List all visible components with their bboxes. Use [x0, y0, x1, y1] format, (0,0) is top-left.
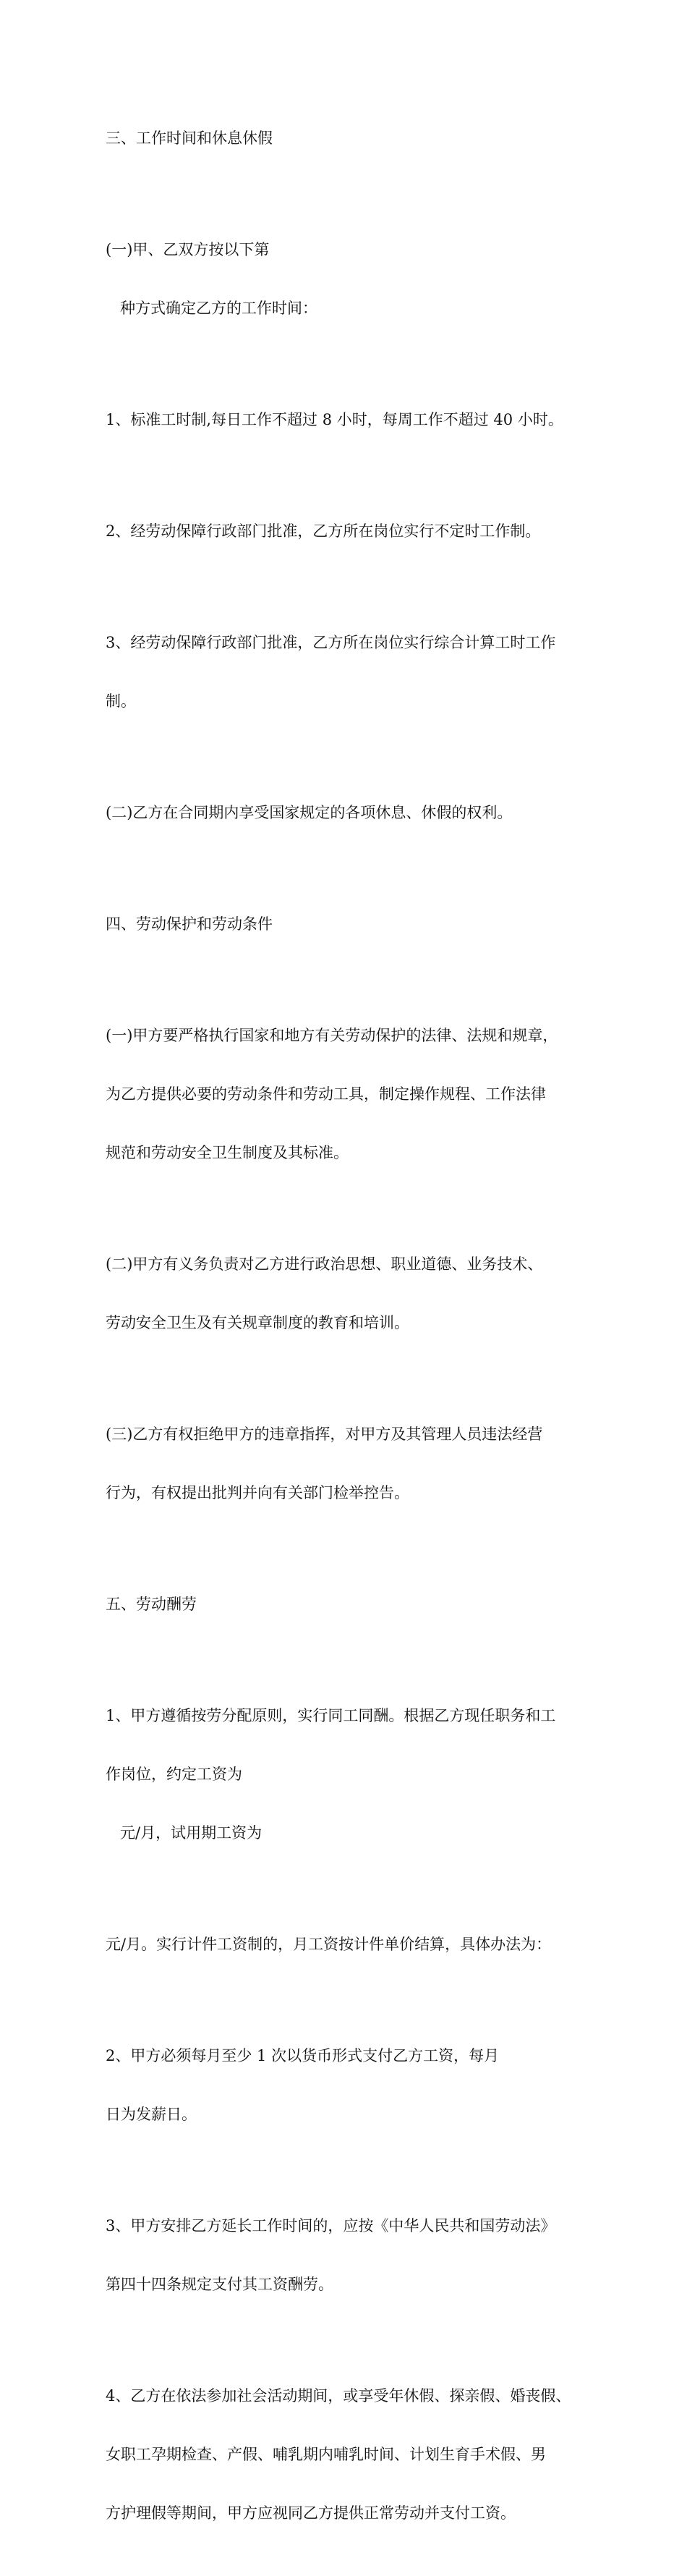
- item-line: 日为发薪日。: [106, 2106, 197, 2123]
- item-line: 第四十四条规定支付其工资酬劳。: [106, 2276, 333, 2293]
- item-line: 制。: [106, 692, 136, 710]
- clause-line: 为乙方提供必要的劳动条件和劳动工具，制定操作规程、工作法律: [106, 1085, 546, 1103]
- clause-line: 种方式确定乙方的工作时间：: [120, 300, 317, 317]
- document-body: [106, 90, 597, 2576]
- clause-line: (三)乙方有权拒绝甲方的违章指挥，对甲方及其管理人员违法经营: [106, 1425, 543, 1443]
- section-5-heading: [106, 1556, 597, 1653]
- heading-text: 四、劳动保护和劳动条件: [106, 915, 273, 933]
- item-line: 1、甲方遵循按劳分配原则，实行同工同酬。根据乙方现任职务和工: [106, 1707, 556, 1724]
- clause-line: (二)乙方在合同期内享受国家规定的各项休息、休假的权利。: [106, 804, 513, 821]
- item-line: 元/月，试用期工资为: [120, 1824, 263, 1842]
- item-line: 4、乙方在依法参加社会活动期间，或享受年休假、探亲假、婚丧假、: [106, 2387, 571, 2405]
- section-3-item-1: [106, 371, 597, 469]
- item-line: 作岗位，约定工资为: [106, 1766, 242, 1783]
- clause-line: (二)甲方有义务负责对乙方进行政治思想、职业道德、业务技术、: [106, 1255, 543, 1273]
- heading-text: 五、劳动酬劳: [106, 1596, 197, 1613]
- section-3-clause-1: [106, 201, 597, 357]
- item-line: 3、经劳动保障行政部门批准，乙方所在岗位实行综合计算工时工作: [106, 634, 556, 651]
- clause-line: 劳动安全卫生及有关规章制度的教育和培训。: [106, 1314, 409, 1331]
- clause-line: 行为，有权提出批判并向有关部门检举控告。: [106, 1484, 409, 1501]
- section-4-clause-3: [106, 1386, 597, 1542]
- clause-line: 规范和劳动安全卫生制度及其标准。: [106, 1144, 349, 1161]
- blank-line: [106, 1882, 597, 1896]
- item-line: 女职工孕期检查、产假、哺乳期内哺乳时间、计划生育手术假、男: [106, 2446, 546, 2463]
- clause-line: (一)甲方要严格执行国家和地方有关劳动保护的法律、法规和规章，: [106, 1027, 558, 1044]
- heading-text: 三、工作时间和休息休假: [106, 130, 273, 147]
- item-line: 2、甲方必须每月至少 1 次以货币形式支付乙方工资，每月: [106, 2047, 500, 2064]
- section-3-heading: [106, 90, 597, 187]
- item-line: 3、甲方安排乙方延长工作时间的，应按《中华人民共和国劳动法》: [106, 2217, 556, 2234]
- section-3-clause-2: [106, 764, 597, 862]
- item-line: 1、标准工时制,每日工作不超过 8 小时，每周工作不超过 40 小时。: [106, 411, 563, 428]
- item-line: 2、经劳动保障行政部门批准，乙方所在岗位实行不定时工作制。: [106, 522, 541, 540]
- section-3-item-3: [106, 594, 597, 750]
- item-line: 元/月。实行计件工资制的，月工资按计件单价结算，具体办法为：: [106, 1936, 552, 1953]
- section-5-item-3: [106, 2177, 597, 2334]
- clause-line: (一)甲、乙双方按以下第: [106, 241, 270, 258]
- section-4-heading: [106, 876, 597, 973]
- section-5-item-4: [106, 2347, 597, 2562]
- section-5-item-1: [106, 1667, 597, 1994]
- section-3-item-2: [106, 483, 597, 580]
- item-line: 方护理假等期间，甲方应视同乙方提供正常劳动并支付工资。: [106, 2504, 516, 2522]
- section-4-clause-2: [106, 1216, 597, 1372]
- section-5-item-2: [106, 2007, 597, 2164]
- section-4-clause-1: [106, 987, 597, 1202]
